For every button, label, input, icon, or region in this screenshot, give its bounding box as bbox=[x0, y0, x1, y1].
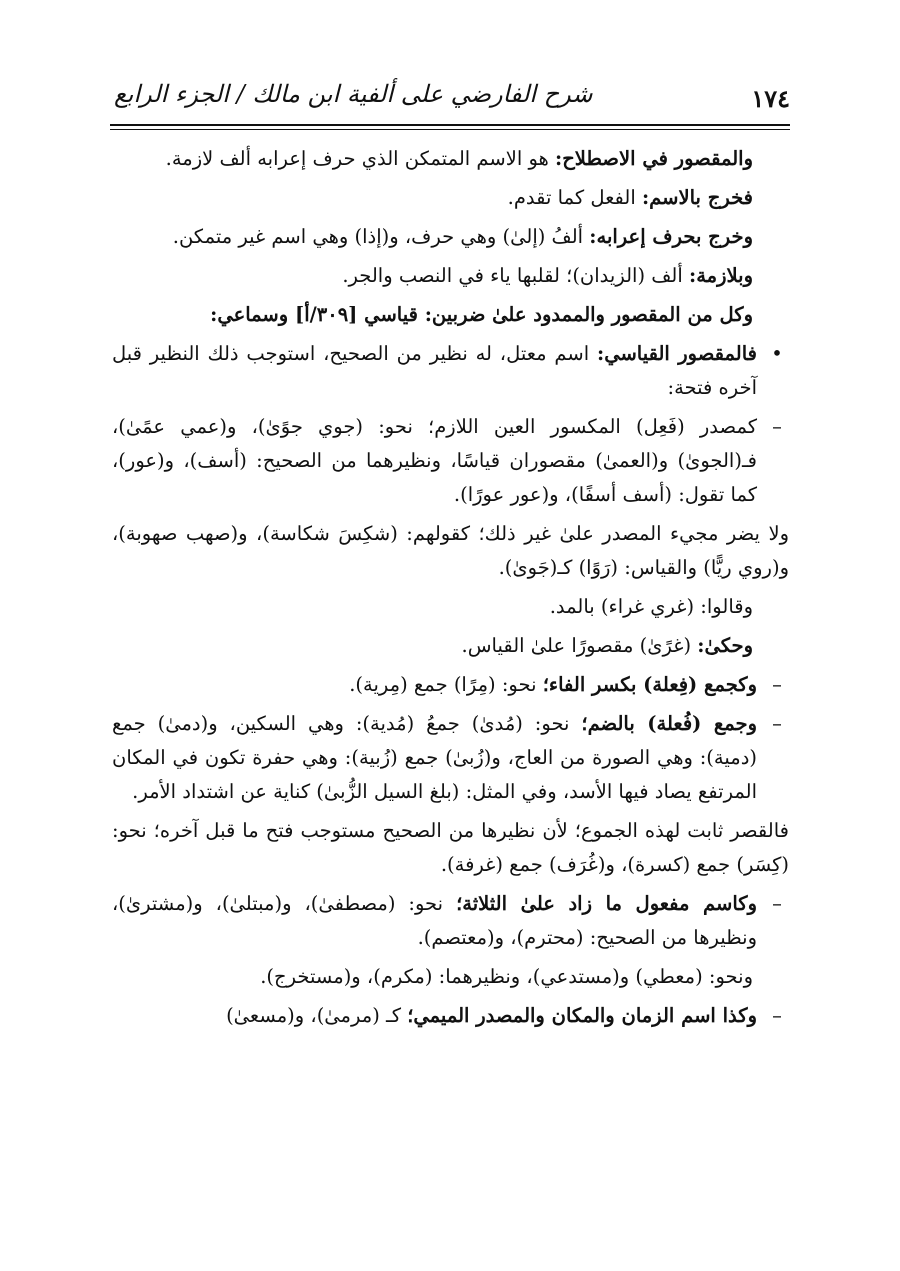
running-title: شرح الفارضي على ألفية ابن مالك / الجزء الرابع bbox=[114, 80, 593, 108]
dash-item-zaman-makan bbox=[112, 999, 789, 1033]
dash-marker: – bbox=[772, 1004, 782, 1027]
bold-term: وكل من المقصور والممدود علىٰ ضربين: قياسي [٣٠٩/أ] وسماعي: bbox=[210, 303, 753, 326]
item-text: نحو: (مصطفىٰ)، و(مبتلىٰ)، و(مشترىٰ)، ونظيرها من الصحيح: (محترم)، و(معتصم). bbox=[112, 892, 757, 949]
bold-term: وجمع (فُعلة) بالضم؛ bbox=[581, 712, 757, 735]
header-rule bbox=[110, 124, 790, 126]
paragraph-muti: ونحو: (معطي) و(مستدعي)، ونظيرهما: (مكرم)، و(مستخرج). bbox=[260, 965, 753, 988]
paragraph-text: ألفُ (إلىٰ) وهي حرف، و(إذا) وهي اسم غير متمكن. bbox=[172, 225, 590, 248]
header-rule-thin bbox=[110, 129, 790, 130]
bold-term: فخرج بالاسم: bbox=[641, 186, 753, 209]
bold-term: وكجمع (فِعلة) بكسر الفاء؛ bbox=[542, 673, 757, 696]
paragraph-ghari: وقالوا: (غري غراء) بالمد. bbox=[549, 595, 753, 618]
page-number: ١٧٤ bbox=[751, 84, 790, 113]
bold-term: وكاسم مفعول ما زاد علىٰ الثلاثة؛ bbox=[456, 892, 758, 915]
bold-term: وحكىٰ: bbox=[697, 634, 753, 657]
dash-marker: – bbox=[772, 673, 782, 696]
page-body bbox=[112, 142, 789, 1038]
paragraph-text: هو الاسم المتمكن الذي حرف إعرابه ألف لازمة. bbox=[165, 147, 556, 170]
item-text: اسم معتل، له نظير من الصحيح، استوجب ذلك النظير قبل آخره فتحة: bbox=[112, 342, 757, 399]
bold-term: وخرج بحرف إعرابه: bbox=[589, 225, 753, 248]
item-text: نحو: (مِرًا) جمع (مِرية). bbox=[349, 673, 543, 696]
bold-term: فالمقصور القياسي: bbox=[597, 342, 757, 365]
dash-marker: – bbox=[772, 892, 782, 915]
item-text: كـ (مرمىٰ)، و(مسعىٰ) bbox=[226, 1004, 408, 1027]
paragraph-text: ألف (الزيدان)؛ لقلبها ياء في النصب والجر. bbox=[342, 264, 689, 287]
dash-marker: – bbox=[772, 415, 782, 438]
item-text: كمصدر (فَعِل) المكسور العين اللازم؛ نحو: (جوي جوًىٰ)، و(عمي عمًىٰ)، فـ(الجوىٰ) و(العمىٰ) مقصوران قياسًا، ونظيرهما من الصحيح: (أسف)، و(عور)، كما تقول: (أسف أسفًا)، و(عور عورًا). bbox=[112, 415, 757, 506]
paragraph-text: (غرًىٰ) مقصورًا علىٰ القياس. bbox=[461, 634, 698, 657]
paragraph-exclusion-noun bbox=[112, 181, 789, 215]
bullet-marker: • bbox=[771, 342, 783, 365]
dash-item-fulah bbox=[112, 707, 789, 809]
bullet-item-qiyasi bbox=[112, 337, 789, 405]
paragraph-text: الفعل كما تقدم. bbox=[507, 186, 642, 209]
dash-marker: – bbox=[772, 712, 782, 735]
paragraph-plurals: فالقصر ثابت لهذه الجموع؛ لأن نظيرها من الصحيح مستوجب فتح ما قبل آخره؛ نحو: (كِسَر) جمع (كسرة)، و(غُرَف) جمع (غرفة). bbox=[112, 819, 789, 876]
paragraph-exclusion-letter bbox=[112, 220, 789, 254]
bold-term: وكذا اسم الزمان والمكان والمصدر الميمي؛ bbox=[407, 1004, 757, 1027]
paragraph-exceptions: ولا يضر مجيء المصدر علىٰ غير ذلك؛ كقولهم: (شكِسَ شكاسة)، و(صهب صهوبة)، و(روي ريًّا) والقياس: (رَوًا) كـ(جَوىٰ). bbox=[112, 522, 789, 579]
paragraph-definition bbox=[112, 142, 789, 176]
dash-item-masdar bbox=[112, 410, 789, 512]
dash-item-ism-maful bbox=[112, 887, 789, 955]
dash-item-filah bbox=[112, 668, 789, 702]
page-header bbox=[110, 78, 790, 118]
item-text: نحو: (مُدىٰ) جمعُ (مُدية): وهي السكين، و(دمىٰ) جمع (دمية): وهي الصورة من العاج، و(زُبىٰ) جمع (زُبية): وهي حفرة تكون في المكان المرتفع يصاد فيها الأسد، وفي المثل: (بلغ السيل الزُّبىٰ) كناية عن اشتداد الأمر. bbox=[112, 712, 757, 803]
paragraph-hakaa bbox=[112, 629, 789, 663]
bold-term: والمقصور في الاصطلاح: bbox=[555, 147, 753, 170]
bold-term: وبلازمة: bbox=[689, 264, 753, 287]
paragraph-two-types bbox=[112, 298, 789, 332]
paragraph-exclusion-lazim bbox=[112, 259, 789, 293]
